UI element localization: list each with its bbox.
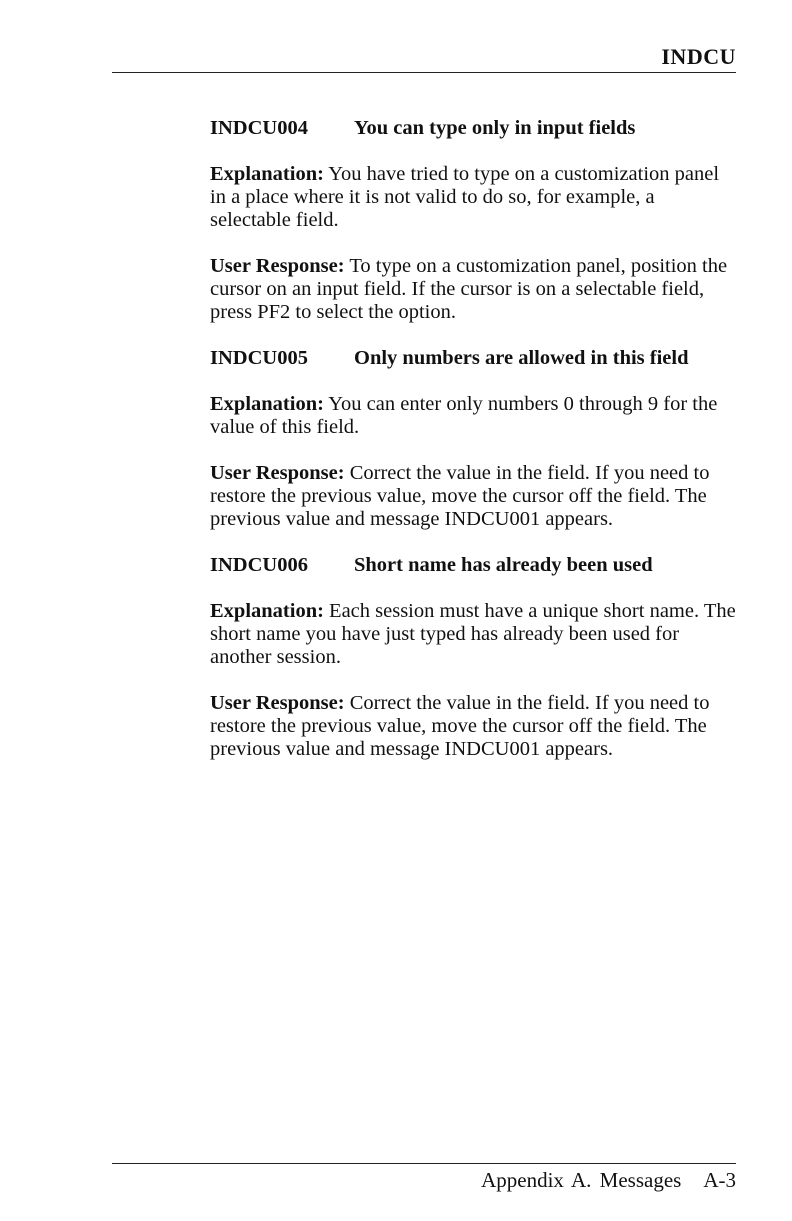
- header-rule: [112, 72, 736, 73]
- message-heading: [210, 117, 740, 140]
- user-response-text: Correct the value in the field. If you need to restore the previous value, move the cursor off the field. The previous value and message INDCU001 appears.: [210, 692, 710, 760]
- message-title: Short name has already been used: [354, 554, 653, 576]
- explanation-label: Explanation:: [210, 600, 324, 622]
- user-response-text: Correct the value in the field. If you need to restore the previous value, move the cursor off the field. The previous value and message INDCU001 appears.: [210, 462, 710, 530]
- explanation-text: Each session must have a unique short name. The short name you have just typed has already been used for another session.: [210, 600, 736, 668]
- message-entry: [210, 554, 740, 761]
- user-response-paragraph: [210, 255, 740, 324]
- running-header-title: INDCU: [661, 44, 736, 69]
- explanation-paragraph: [210, 163, 740, 232]
- explanation-text: You can enter only numbers 0 through 9 for the value of this field.: [210, 393, 718, 438]
- message-heading: [210, 347, 740, 370]
- message-id: INDCU006: [210, 554, 308, 576]
- explanation-text: You have tried to type on a customization panel in a place where it is not valid to do so, for example, a selectable field.: [210, 163, 720, 231]
- user-response-text: To type on a customization panel, position the cursor on an input field. If the cursor is on a selectable field, press PF2 to select the option.: [210, 255, 728, 323]
- footer-line: [481, 1168, 736, 1193]
- user-response-paragraph: [210, 462, 740, 531]
- footer-section-title: Appendix A. Messages: [481, 1168, 682, 1192]
- explanation-paragraph: [210, 393, 740, 439]
- explanation-paragraph: [210, 600, 740, 669]
- user-response-paragraph: [210, 692, 740, 761]
- message-list: [210, 117, 740, 784]
- message-entry: [210, 117, 740, 324]
- message-heading: [210, 554, 740, 577]
- footer-rule: [112, 1163, 736, 1164]
- page-number: A-3: [703, 1168, 736, 1192]
- user-response-label: User Response:: [210, 692, 345, 714]
- message-entry: [210, 347, 740, 531]
- message-id: INDCU005: [210, 347, 308, 369]
- message-id: INDCU004: [210, 117, 308, 139]
- message-title: You can type only in input fields: [354, 117, 636, 139]
- message-title: Only numbers are allowed in this field: [354, 347, 689, 369]
- explanation-label: Explanation:: [210, 163, 324, 185]
- user-response-label: User Response:: [210, 462, 345, 484]
- explanation-label: Explanation:: [210, 393, 324, 415]
- user-response-label: User Response:: [210, 255, 345, 277]
